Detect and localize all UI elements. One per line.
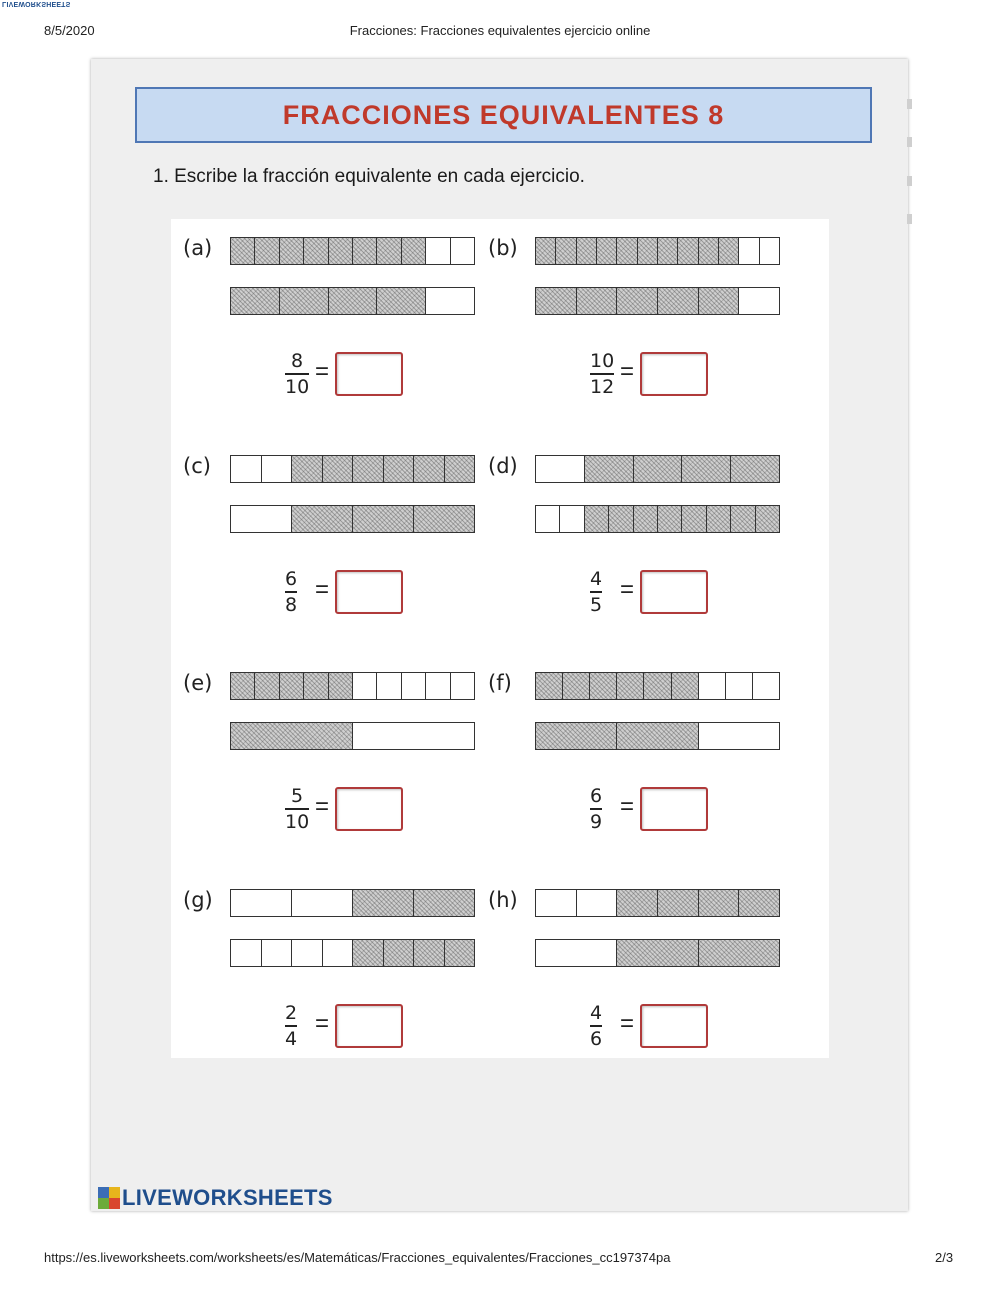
bar-segment	[329, 673, 353, 699]
exercise-label: (g)	[183, 888, 213, 912]
bar-segment	[262, 940, 293, 966]
bar-segment	[536, 506, 560, 532]
exercise-label: (a)	[183, 236, 213, 260]
exercise-label: (f)	[488, 671, 512, 695]
equals-sign: =	[315, 793, 330, 820]
bar-segment	[231, 288, 280, 314]
fraction-bar	[230, 455, 475, 483]
bar-segment	[231, 890, 292, 916]
bar-segment	[384, 940, 415, 966]
bar-segment	[353, 506, 414, 532]
bar-segment	[353, 673, 377, 699]
bar-segment	[402, 673, 426, 699]
fraction-bar	[230, 505, 475, 533]
bar-segment	[280, 288, 329, 314]
bar-segment	[451, 238, 474, 264]
given-fraction	[590, 1002, 602, 1050]
footer-url: https://es.liveworksheets.com/worksheets/es/Matemáticas/Fracciones_equivalentes/Fracciones_cc197374pa	[44, 1250, 671, 1265]
bar-segment	[739, 288, 779, 314]
bar-segment	[231, 456, 262, 482]
bar-segment	[617, 673, 644, 699]
bar-segment	[585, 456, 634, 482]
worksheet-title: FRACCIONES EQUIVALENTES 8	[135, 87, 872, 143]
fraction-line	[590, 808, 602, 810]
answer-input-box[interactable]	[640, 570, 708, 614]
bar-segment	[377, 673, 401, 699]
bar-segment	[231, 506, 292, 532]
bar-segment	[304, 238, 328, 264]
bar-segment	[726, 673, 753, 699]
bar-segment	[609, 506, 633, 532]
fraction-bar	[535, 889, 780, 917]
bar-segment	[585, 506, 609, 532]
given-fraction	[590, 568, 602, 616]
bar-segment	[384, 456, 415, 482]
fraction-bar	[230, 939, 475, 967]
fraction-denominator: 4	[285, 1027, 298, 1050]
bar-segment	[451, 673, 474, 699]
fraction-bar	[230, 889, 475, 917]
fraction-numerator: 8	[291, 350, 304, 372]
bar-segment	[699, 673, 726, 699]
bar-segment	[699, 890, 740, 916]
bar-segment	[577, 238, 597, 264]
fraction-bar	[230, 237, 475, 265]
bar-segment	[377, 288, 426, 314]
exercise-label: (c)	[183, 454, 211, 478]
equals-sign: =	[620, 358, 635, 385]
bar-segment	[323, 456, 354, 482]
instruction-text: 1. Escribe la fracción equivalente en cada ejercicio.	[153, 166, 585, 187]
bar-segment	[323, 940, 354, 966]
bar-segment	[658, 506, 682, 532]
bar-segment	[739, 238, 759, 264]
fraction-bar	[535, 287, 780, 315]
bar-segment	[426, 673, 450, 699]
equals-sign: =	[620, 793, 635, 820]
bar-segment	[445, 456, 475, 482]
fraction-denominator: 10	[285, 810, 310, 833]
given-fraction	[285, 568, 297, 616]
equals-sign: =	[315, 1010, 330, 1037]
print-title: Fracciones: Fracciones equivalentes ejercicio online	[349, 23, 651, 38]
bar-segment	[292, 890, 353, 916]
corner-watermark: LIVEWORKSHEETS	[2, 0, 71, 7]
bar-segment	[739, 890, 779, 916]
bar-segment	[402, 238, 426, 264]
answer-input-box[interactable]	[335, 1004, 403, 1048]
bar-segment	[682, 506, 706, 532]
bar-segment	[699, 940, 779, 966]
bar-segment	[638, 238, 658, 264]
bar-segment	[682, 456, 731, 482]
bar-segment	[617, 288, 658, 314]
bar-segment	[536, 723, 617, 749]
bar-segment	[292, 506, 353, 532]
bar-segment	[536, 673, 563, 699]
bar-segment	[414, 506, 474, 532]
fraction-line	[590, 373, 614, 375]
bar-segment	[678, 238, 698, 264]
fraction-numerator: 2	[285, 1002, 298, 1024]
logo-text: LIVEWORKSHEETS	[122, 1185, 333, 1210]
bar-segment	[536, 288, 577, 314]
fraction-line	[590, 1025, 602, 1027]
bar-segment	[536, 890, 577, 916]
fraction-bar	[230, 672, 475, 700]
bar-segment	[658, 238, 678, 264]
print-date: 8/5/2020	[44, 23, 95, 38]
fraction-denominator: 5	[590, 593, 603, 616]
bar-segment	[280, 673, 304, 699]
fraction-numerator: 4	[590, 568, 603, 590]
fraction-bar	[535, 505, 780, 533]
fraction-bar	[535, 455, 780, 483]
answer-input-box[interactable]	[640, 352, 708, 396]
bar-segment	[658, 288, 699, 314]
fraction-bar	[230, 722, 475, 750]
bar-segment	[414, 890, 474, 916]
bar-segment	[414, 940, 445, 966]
bar-segment	[304, 673, 328, 699]
bar-segment	[353, 238, 377, 264]
bar-segment	[560, 506, 584, 532]
bar-segment	[719, 238, 739, 264]
fraction-bar	[535, 672, 780, 700]
fraction-bar	[535, 939, 780, 967]
fraction-line	[285, 1025, 297, 1027]
bar-segment	[699, 288, 740, 314]
bar-segment	[753, 673, 779, 699]
bar-segment	[231, 673, 255, 699]
bar-segment	[699, 238, 719, 264]
equals-sign: =	[315, 358, 330, 385]
bar-segment	[329, 288, 378, 314]
bar-segment	[414, 456, 445, 482]
fraction-denominator: 10	[285, 375, 310, 398]
bar-segment	[353, 940, 384, 966]
bar-segment	[353, 723, 474, 749]
fraction-denominator: 8	[285, 593, 298, 616]
exercise-label: (d)	[488, 454, 518, 478]
bar-segment	[292, 940, 323, 966]
fraction-line	[285, 808, 309, 810]
fraction-denominator: 9	[590, 810, 603, 833]
bar-segment	[731, 506, 755, 532]
exercise-panel	[171, 219, 829, 1058]
fraction-line	[590, 591, 602, 593]
bar-segment	[658, 890, 699, 916]
bar-segment	[563, 673, 590, 699]
equals-sign: =	[315, 576, 330, 603]
bar-segment	[329, 238, 353, 264]
bar-segment	[280, 238, 304, 264]
fraction-bar	[535, 722, 780, 750]
answer-input-box[interactable]	[335, 570, 403, 614]
fraction-line	[285, 373, 309, 375]
fraction-numerator: 5	[291, 785, 304, 807]
bar-segment	[760, 238, 779, 264]
fraction-denominator: 12	[590, 375, 615, 398]
bar-segment	[590, 673, 617, 699]
bar-segment	[536, 456, 585, 482]
fraction-numerator: 6	[590, 785, 603, 807]
bar-segment	[231, 238, 255, 264]
bar-segment	[699, 723, 779, 749]
bar-segment	[634, 506, 658, 532]
bar-segment	[731, 456, 779, 482]
bar-segment	[597, 238, 617, 264]
fraction-bar	[535, 237, 780, 265]
bar-segment	[445, 940, 475, 966]
bar-segment	[644, 673, 671, 699]
equals-sign: =	[620, 1010, 635, 1037]
fraction-numerator: 6	[285, 568, 298, 590]
given-fraction	[285, 1002, 297, 1050]
exercise-label: (b)	[488, 236, 518, 260]
bar-segment	[577, 288, 618, 314]
fraction-bar	[230, 287, 475, 315]
page-number: 2/3	[935, 1250, 954, 1265]
answer-input-box[interactable]	[640, 1004, 708, 1048]
bar-segment	[617, 890, 658, 916]
exercise-label: (h)	[488, 888, 518, 912]
bar-segment	[577, 890, 618, 916]
fraction-line	[285, 591, 297, 593]
answer-input-box[interactable]	[335, 787, 403, 831]
bar-segment	[353, 890, 414, 916]
fraction-numerator: 10	[590, 350, 615, 372]
bar-segment	[556, 238, 576, 264]
answer-input-box[interactable]	[335, 352, 403, 396]
bar-segment	[707, 506, 731, 532]
bar-segment	[231, 723, 353, 749]
given-fraction	[590, 785, 602, 833]
bar-segment	[756, 506, 779, 532]
bar-segment	[634, 456, 683, 482]
bar-segment	[426, 238, 450, 264]
bar-segment	[617, 238, 637, 264]
fraction-denominator: 6	[590, 1027, 603, 1050]
bar-segment	[536, 940, 617, 966]
liveworksheets-logo	[98, 1185, 333, 1211]
bar-segment	[536, 238, 556, 264]
bar-segment	[231, 940, 262, 966]
given-fraction	[285, 350, 309, 398]
answer-input-box[interactable]	[640, 787, 708, 831]
logo-mark-icon	[98, 1187, 120, 1209]
bar-segment	[617, 723, 698, 749]
bar-segment	[255, 673, 279, 699]
bar-segment	[617, 940, 698, 966]
bar-segment	[377, 238, 401, 264]
exercise-label: (e)	[183, 671, 213, 695]
bar-segment	[262, 456, 293, 482]
given-fraction	[590, 350, 614, 398]
bar-segment	[292, 456, 323, 482]
given-fraction	[285, 785, 309, 833]
bar-segment	[353, 456, 384, 482]
bar-segment	[672, 673, 699, 699]
equals-sign: =	[620, 576, 635, 603]
fraction-numerator: 4	[590, 1002, 603, 1024]
bar-segment	[255, 238, 279, 264]
bar-segment	[426, 288, 474, 314]
